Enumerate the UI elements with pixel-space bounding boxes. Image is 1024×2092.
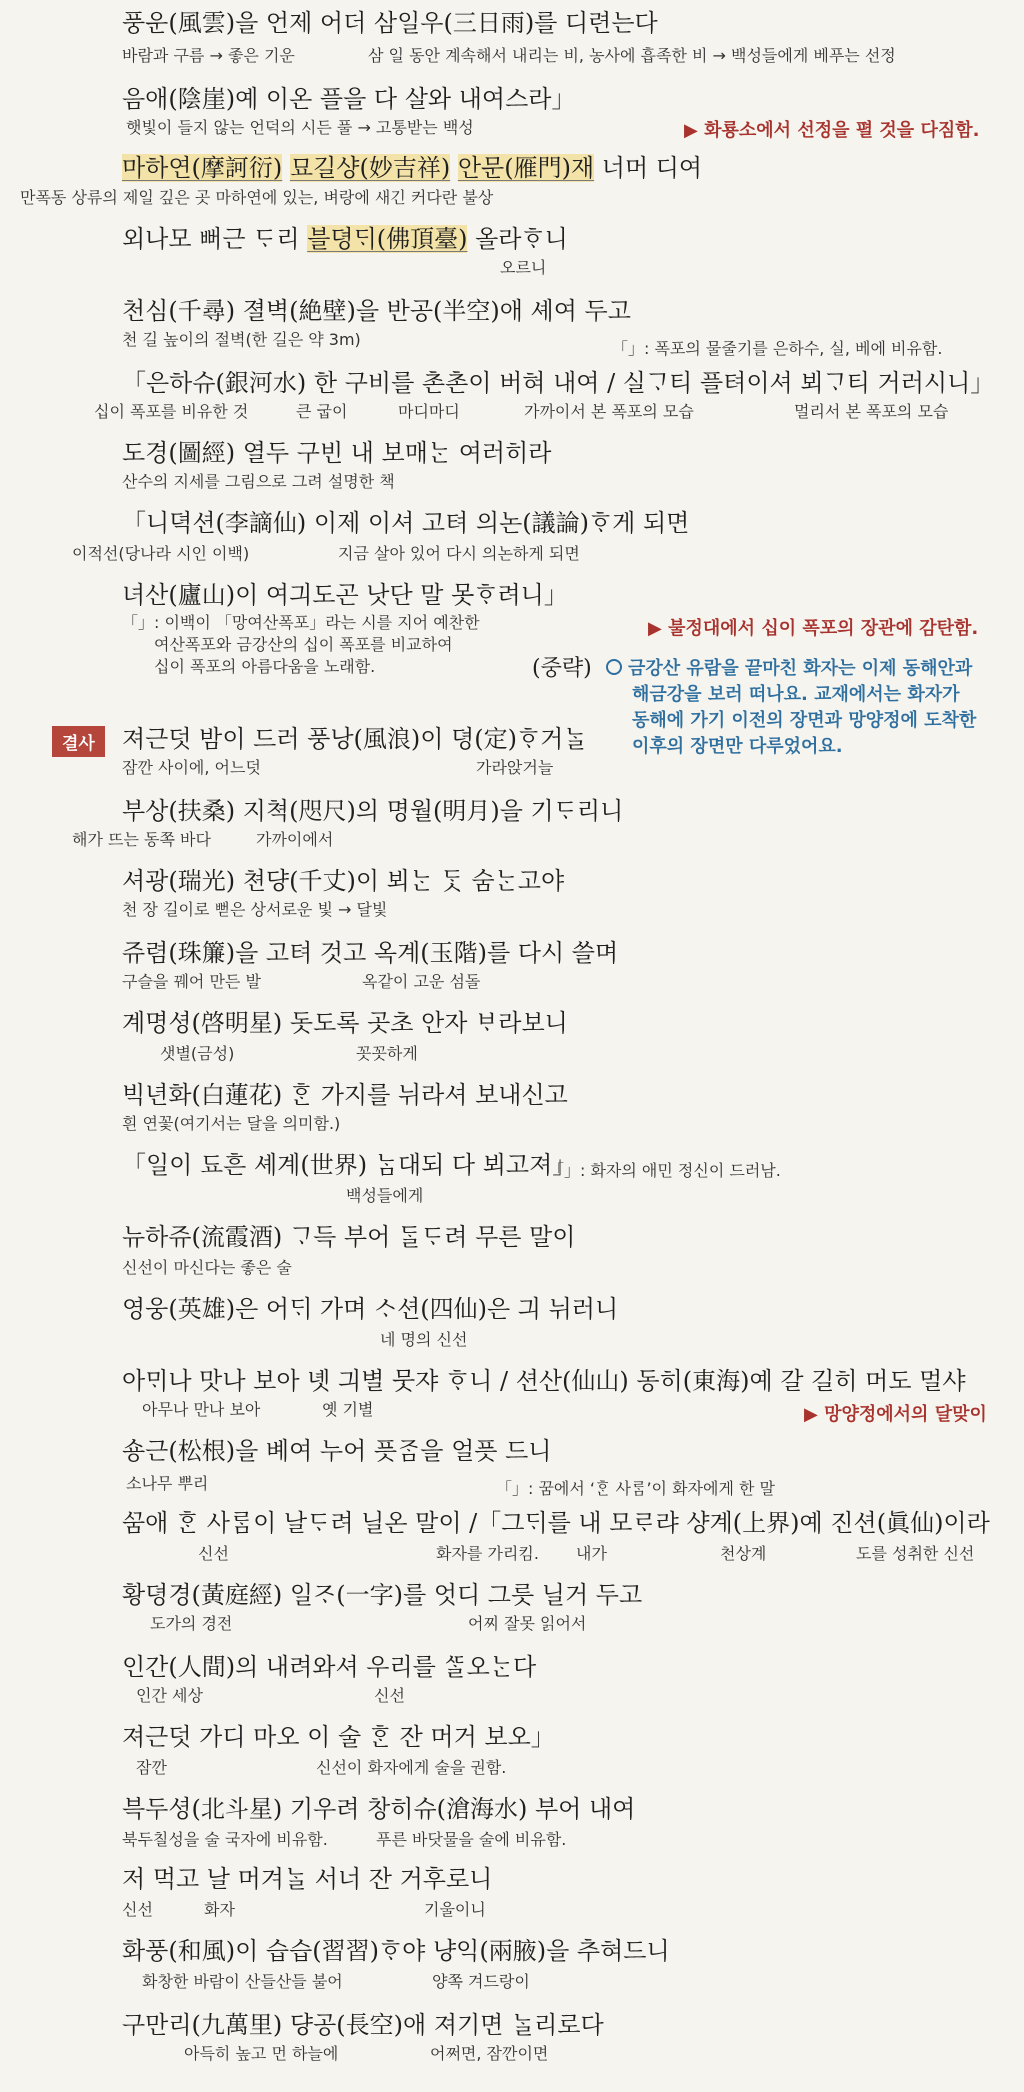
gloss: 이적선(당나라 시인 이백) (72, 544, 250, 563)
tip-line: 금강산 유람을 끝마친 화자는 이제 동해안과 (628, 658, 973, 679)
gloss: 멀리서 본 폭포의 모습 (794, 402, 949, 421)
gloss: 소나무 뿌리 (126, 1474, 209, 1493)
gloss: 신선이 화자에게 술을 권함. (316, 1758, 507, 1777)
poem-line-10: 져근덧 밤이 드러 풍낭(風浪)이 뎡(定)ᄒᆞ거ᄂᆞᆯ (122, 725, 587, 753)
place-name: 블뎡ᄃᆡ(佛頂臺) (307, 225, 468, 253)
gloss: 인간 세상 (136, 1686, 203, 1705)
poem-line-9: 녀산(廬山)이 여긔도곤 낫단 말 못ᄒᆞ려니」 (122, 581, 568, 609)
gloss: 내가 (576, 1544, 607, 1563)
poem-line-5: 천심(千尋) 졀벽(絶壁)을 반공(半空)애 셰여 두고 (122, 297, 631, 325)
gloss: 도를 성취한 신선 (856, 1544, 975, 1563)
annotation-note: 십이 폭포의 아름다움을 노래함. (154, 657, 376, 676)
poem-line-24: 져근덧 가디 마오 이 술 ᄒᆞᆫ 잔 머거 보오」 (122, 1723, 555, 1751)
gloss: 양쪽 겨드랑이 (432, 1972, 530, 1991)
gloss: 가까이서 본 폭포의 모습 (524, 402, 694, 421)
gloss: 흰 연꽃(여기서는 달을 의미함.) (122, 1114, 341, 1133)
gloss: 어쩌면, 잠깐이면 (430, 2044, 549, 2063)
gloss: 옥같이 고운 섬돌 (362, 972, 481, 991)
gloss: 천 장 길이로 뻗은 상서로운 빛 → 달빛 (122, 900, 388, 919)
poem-line-25: 븍두셩(北斗星) 기우려 창히슈(滄海水) 부어 내여 (122, 1795, 636, 1823)
gloss: 백성들에게 (346, 1186, 424, 1205)
gloss: 기울이니 (424, 1900, 486, 1919)
gloss: 지금 살아 있어 다시 의논하게 되면 (338, 544, 580, 563)
gloss: 화자 (204, 1900, 235, 1919)
gloss: 천상계 (720, 1544, 767, 1563)
scene-callout: ▶ 망양정에서의 달맞이 (804, 1404, 987, 1425)
poem-line-1: 풍운(風雲)을 언제 어더 삼일우(三日雨)를 디련는다 (122, 9, 658, 37)
omitted-marker: (중략) (532, 656, 592, 681)
gloss: 푸른 바닷물을 술에 비유함. (376, 1830, 567, 1849)
annotation-note: 「」: 폭포의 물줄기를 은하수, 실, 베에 비유함. (612, 339, 943, 358)
tip-box (606, 656, 976, 760)
gloss: 잠깐 사이에, 어느덧 (122, 758, 261, 777)
poem-text: 올라ᄒᆞ니 (467, 225, 568, 253)
poem-line-8: 「니뎍션(李謫仙) 이제 이셔 고텨 의논(議論)ᄒᆞ게 되면 (122, 509, 690, 537)
poem-line-23: 인간(人間)의 내려와셔 우리를 ᄯᆞᆯ오ᄂᆞᆫ다 (122, 1653, 537, 1681)
gloss: 바람과 구름 → 좋은 기운 (122, 46, 295, 65)
poem-line-22: 황뎡경(黃庭經) 일ᄌᆞ(一字)를 엇디 그릇 닐거 두고 (122, 1581, 643, 1609)
section-tag: 결사 (52, 726, 105, 757)
poem-line-15: 빅년화(白蓮花) ᄒᆞᆫ 가지를 뉘라셔 보내신고 (122, 1081, 568, 1109)
gloss: 신선 (122, 1900, 153, 1919)
annotation-note: 「」: 이백이 「망여산폭포」라는 시를 지어 예찬한 (122, 613, 480, 632)
scene-callout: ▶ 화룡소에서 선정을 펼 것을 다짐함. (684, 120, 980, 141)
gloss: 화창한 바람이 산들산들 불어 (142, 1972, 343, 1991)
place-name: 마하연(摩訶衍) (122, 154, 283, 182)
gloss: 네 명의 신선 (380, 1330, 468, 1349)
gloss: 산수의 지세를 그림으로 그려 설명한 책 (122, 472, 395, 491)
poem-line-3 (122, 153, 702, 183)
gloss: 큰 굽이 (296, 402, 348, 421)
gloss: 마디마디 (398, 402, 460, 421)
gloss: 옛 기별 (322, 1400, 374, 1419)
poem-text: 너머 디여 (594, 154, 703, 182)
gloss: 아무나 만나 보아 (142, 1400, 261, 1419)
poem-text: 외나모 뻐근 ᄃᆞ리 (122, 225, 308, 253)
poem-line-26: 저 먹고 날 머겨ᄂᆞᆯ 서너 잔 거후로니 (122, 1865, 493, 1893)
tip-line: 이후의 장면만 다루었어요. (632, 736, 843, 757)
gloss: 만폭동 상류의 제일 깊은 곳 마하연에 있는, 벼랑에 새긴 커다란 불상 (20, 188, 494, 207)
gloss: 샛별(금성) (160, 1044, 235, 1063)
poem-line-18: 영웅(英雄)은 어ᄃᆡ 가며 ᄉᆞ션(四仙)은 긔 뉘러니 (122, 1295, 619, 1323)
gloss: 화자를 가리킴. (436, 1544, 539, 1563)
poem-line-17: 뉴하쥬(流霞酒) ᄀᆞ득 부어 ᄃᆞᆯᄃᆞ려 무른 말이 (122, 1223, 576, 1251)
poem-line-4 (122, 224, 568, 254)
gloss: 십이 폭포를 비유한 것 (94, 402, 249, 421)
gloss: 아득히 높고 먼 하늘에 (184, 2044, 339, 2063)
poem-line-7: 도경(圖經) 열두 구빈 내 보매ᄂᆞᆫ 여러히라 (122, 439, 552, 467)
place-name: 안문(雁門)재 (457, 154, 595, 182)
tip-line: 해금강을 보러 떠나요. 교재에서는 화자가 (632, 684, 960, 705)
gloss: 구슬을 꿰어 만든 발 (122, 972, 261, 991)
scene-callout: ▶ 불정대에서 십이 폭포의 장관에 감탄함. (648, 618, 979, 639)
tip-line: 동해에 가기 이전의 장면과 망양정에 도착한 (632, 710, 977, 731)
gloss: 가라앉거늘 (476, 758, 554, 777)
poem-line-20: 숑근(松根)을 볘여 누어 픗ᄌᆞᆷ을 얼픗 드니 (122, 1437, 552, 1465)
gloss: 신선 (198, 1544, 229, 1563)
poem-line-2: 음애(陰崖)예 이온 플을 다 살와 내여스라」 (122, 85, 576, 113)
poem-line-13: 쥬렴(珠簾)을 고텨 것고 옥계(玉階)를 다시 쓸며 (122, 939, 619, 967)
poem-line-11: 부상(扶桑) 지쳑(咫尺)의 명월(明月)을 기ᄃᆞ리니 (122, 797, 624, 825)
gloss: 꼿꼿하게 (356, 1044, 418, 1063)
gloss: 북두칠성을 술 국자에 비유함. (122, 1830, 328, 1849)
annotation-note: 여산폭포와 금강산의 십이 폭포를 비교하여 (154, 635, 453, 654)
gloss: 햇빛이 들지 않는 언덕의 시든 풀 → 고통받는 백성 (126, 118, 474, 137)
annotation-note: 「」: 꿈에서 ‘ᄒᆞᆫ 사ᄅᆞᆷ’이 화자에게 한 말 (496, 1479, 776, 1498)
poem-line-19: 아ᄆᆡ나 맛나 보아 녯 긔별 뭇쟈 ᄒᆞ니 / 션산(仙山) 동히(東海)예 갈 길히 머도 멀샤 (122, 1367, 966, 1395)
gloss: 신선이 마신다는 좋은 술 (122, 1258, 292, 1277)
poem-line-14: 계명셩(啓明星) 돗도록 곳초 안자 ᄇᆞ라보니 (122, 1009, 568, 1037)
gloss: 오르니 (500, 258, 547, 277)
annotation-note: 「」: 화자의 애민 정신이 드러남. (548, 1161, 781, 1180)
poem-line-28: 구만리(九萬里) 댱공(長空)애 져기면 ᄂᆞᆯ리로다 (122, 2011, 604, 2039)
gloss: 신선 (374, 1686, 405, 1705)
gloss: 해가 뜨는 동쪽 바다 (72, 830, 211, 849)
gloss: 가까이에서 (256, 830, 334, 849)
poem-line-21: ᄭᅮᆷ애 ᄒᆞᆫ 사ᄅᆞᆷ이 날ᄃᆞ려 닐온 말이 /「그ᄃᆡ를 내 모ᄅᆞ랴 샹계(上界)예 진션(眞仙)이라 (122, 1509, 990, 1537)
poem-line-6: 「은하슈(銀河水) 한 구비를 촌촌이 버혀 내여 / 실ᄀᆞ티 플텨이셔 뵈ᄀᆞ티 거러시니」 (122, 369, 995, 397)
poem-line-16: 「일이 됴흔 셰계(世界) ᄂᆞᆷ대되 다 뵈고져」 (122, 1151, 577, 1179)
gloss: 도가의 경전 (150, 1614, 233, 1633)
gloss: 천 길 높이의 절벽(한 길은 약 3m) (122, 330, 361, 349)
gloss: 어찌 잘못 읽어서 (468, 1614, 587, 1633)
poem-line-27: 화풍(和風)이 습습(習習)ᄒᆞ야 냥익(兩腋)을 추혀드니 (122, 1937, 670, 1965)
gloss: 잠깐 (136, 1758, 167, 1777)
gloss: 삼 일 동안 계속해서 내리는 비, 농사에 흡족한 비 → 백성들에게 베푸는 선정 (368, 46, 896, 65)
poem-line-12: 셔광(瑞光) 쳔댱(千丈)이 뵈ᄂᆞᆫ ᄃᆞᆺ 숨ᄂᆞᆫ고야 (122, 867, 565, 895)
place-name: 묘길샹(妙吉祥) (289, 154, 451, 182)
lightbulb-icon (606, 659, 622, 675)
